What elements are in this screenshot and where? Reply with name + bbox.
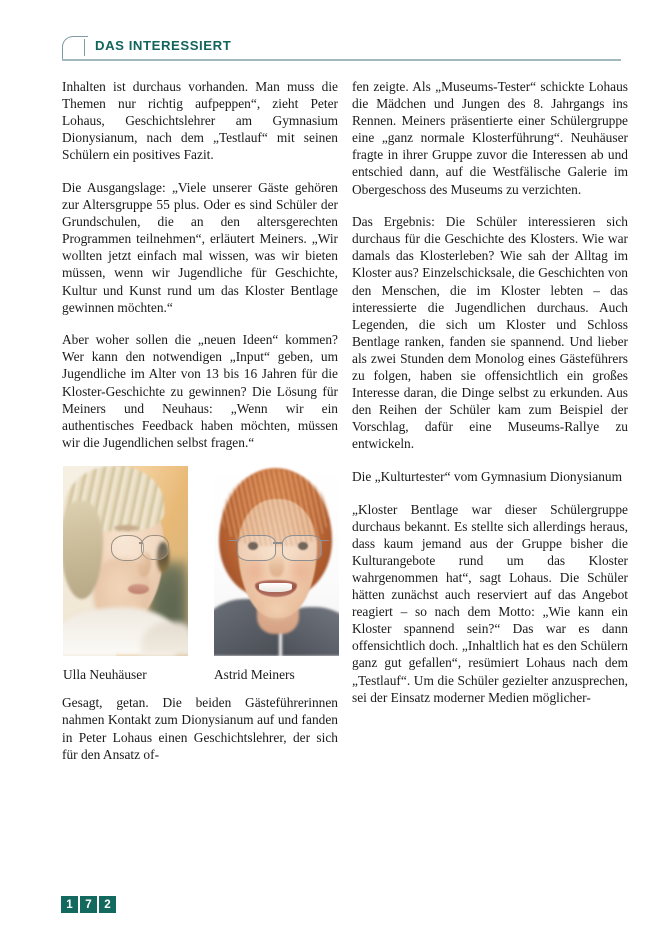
page-number [61, 896, 116, 913]
photo-caption: Astrid Meiners [214, 667, 295, 683]
paragraph: fen zeigte. Als „Museums-Tester“ schickte Lohaus die Mädchen und Jungen des 8. Jahrgangs ins Rennen. Meiners präsentierte einer Schülergruppe eine „ganz normale Klosterführung“. Neuhäuser fragte in ihrer Gruppe zuvor die Interessen ab und entschied dann, auf die Westfälische Galerie im Obergeschoss des Museums zu verzichten. [352, 79, 628, 197]
paragraph: Aber woher sollen die „neuen Ideen“ kommen? Wer kann den notwendigen „Input“ geben, um Jugendliche im Alter von 13 bis 16 Jahren für die Kloster-Geschichte zu gewinnen? Die Lösung für Meiners und Neuhaus: „Wenn wir ein authentisches Feedback haben möchten, müssen wir die Jugendlichen selbst fragen.“ [62, 332, 338, 450]
header-tick-icon [84, 39, 85, 56]
page-header [0, 36, 665, 70]
portrait-photo-ulla-neuhaeuser [63, 466, 188, 656]
paragraph: Die Ausgangslage: „Viele unserer Gäste gehören zur Altersgruppe 55 plus. Oder es sind Schüler der Grundschulen, die an den altersgerechten Programmen teilnehmen“, erläutert Meiners. „Wir wollten jetzt einfach mal wissen, was wir bieten müssen, wenn wir Jugendliche für Geschichte, Kultur und Kunst rund um das Kloster Bentlage gewinnen möchten.“ [62, 179, 338, 315]
page-number-digit: 2 [99, 896, 116, 913]
header-divider [62, 59, 621, 61]
paragraph: Gesagt, getan. Die beiden Gästeführerinnen nahmen Kontakt zum Dionysianum auf und fanden in Peter Lohaus einen Geschichtslehrer, der sich für den Ansatz of- [62, 695, 338, 762]
subheading: Die „Kulturtester“ vom Gymnasium Dionysianum [352, 468, 622, 484]
photo-caption: Ulla Neuhäuser [63, 667, 147, 683]
paragraph: Inhalten ist durchaus vorhanden. Man muss die Themen nur richtig aufpeppen“, zieht Peter Lohaus, Geschichtslehrer am Gymnasium Dionysianum, nach dem „Testlauf“ mit seinen Schülern ein positives Fazit. [62, 79, 338, 163]
paragraph: Das Ergebnis: Die Schüler interessieren sich durchaus für die Geschichte des Klosters. Wie war damals das Klosterleben? Wie sah der Alltag im Kloster aus? Einzelschicksale, die Geschichten von den Menschen, die im Kloster lebten – das interessierte die Jugendlichen durchaus. Auch Legenden, die sich um Kloster und Schloss Bentlage ranken, fanden sie spannend. Und lieber als zwei Stunden dem Monolog eines Gästeführers zu folgen, haben sie offensichtlich ein großes Interesse daran, die Dinge selbst zu erkunden. Aus den Reihen der Schüler kam zum Beispiel der Vorschlag, dafür eine Museums-Rallye zu entwickeln. [352, 214, 628, 452]
photo-captions [62, 666, 338, 694]
page-title: DAS INTERESSIERT [95, 38, 232, 53]
right-column [352, 78, 628, 706]
page-number-digit: 1 [61, 896, 78, 913]
page-number-digit: 7 [80, 896, 97, 913]
paragraph: „Kloster Bentlage war dieser Schülergruppe durchaus bekannt. Es stellte sich allerdings heraus, dass kaum jemand aus der Gruppe bisher die Kulturangebote rund um das Kloster wahrgenommen hat“, sagt Lohaus. Die Schüler hätten zunächst auch reserviert auf das Angebot reagiert – so nach dem Motto: „Wie kann ein Kloster spannend sein?“ Das war es dann offensichtlich doch. „Inhaltlich hat es den Schülern ganz gut gefallen“, resümiert Lohaus nach dem „Testlauf“. Um die Schüler gezielter anzusprechen, sei der Einsatz moderner Medien möglicher- [352, 501, 628, 705]
photo-row [62, 466, 338, 656]
left-column [62, 78, 338, 763]
portrait-photo-astrid-meiners [214, 466, 339, 656]
